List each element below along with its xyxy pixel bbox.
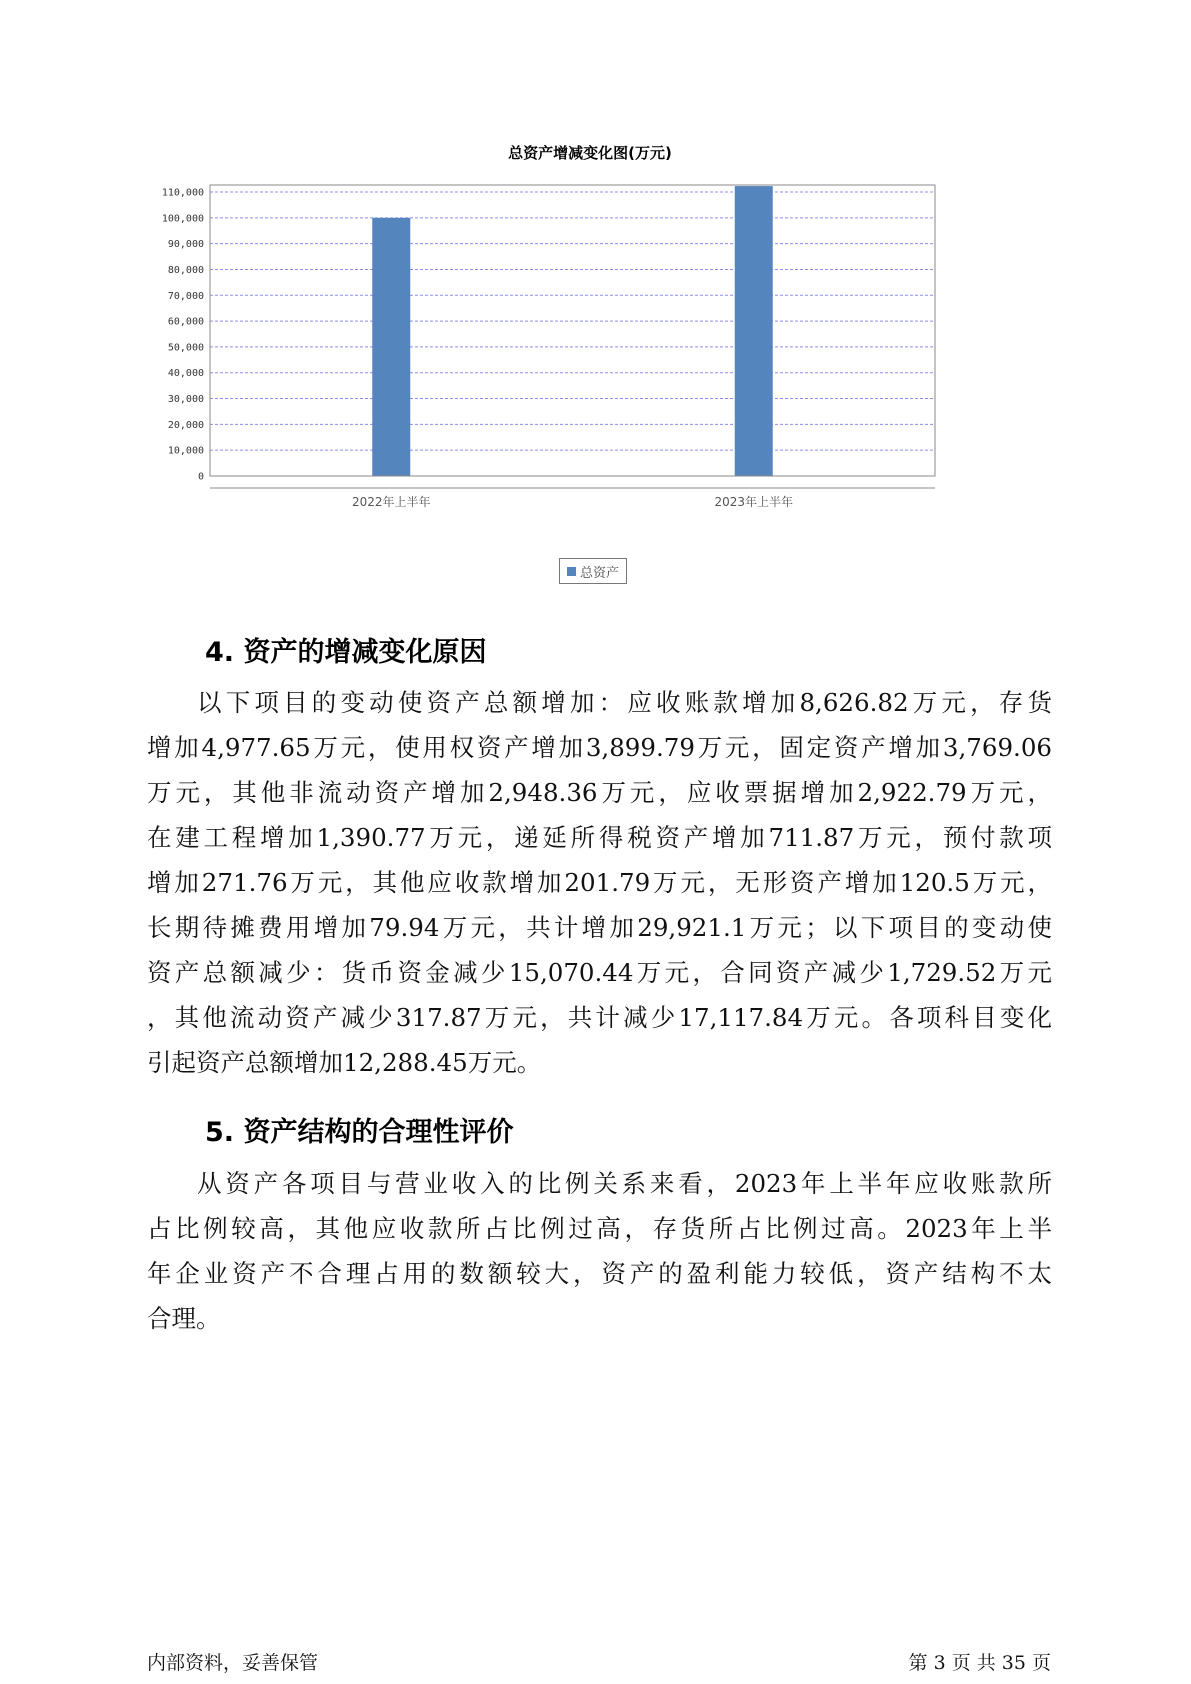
paragraph-line: 在建工程增加1,390.77万元，递延所得税资产增加711.87万元，预付款项 <box>147 823 1052 852</box>
paragraph-line: 引起资产总额增加12,288.45万元。 <box>147 1048 542 1077</box>
chart-legend <box>559 558 627 584</box>
paragraph-line: 资产总额减少：货币资金减少15,070.44万元，合同资产减少1,729.52万元 <box>147 958 1052 987</box>
paragraph-line: 占比例较高，其他应收款所占比例过高，存货所占比例过高。2023年上半 <box>147 1214 1052 1243</box>
x-tick-label: 2022年上半年 <box>351 495 431 509</box>
y-tick-label: 60,000 <box>167 316 204 328</box>
chart-y-ticks <box>162 188 204 483</box>
footer-confidential-note: 内部资料，妥善保管 <box>147 1652 319 1674</box>
y-tick-label: 110,000 <box>161 187 204 199</box>
y-tick-label: 30,000 <box>167 394 204 406</box>
chart-title: 总资产增减变化图(万元) <box>508 144 672 162</box>
y-tick-label: 70,000 <box>167 290 204 302</box>
paragraph-line: 合理。 <box>147 1304 221 1333</box>
chart-gridlines <box>210 192 935 450</box>
paragraph-line: 增加4,977.65万元，使用权资产增加3,899.79万元，固定资产增加3,769.06 <box>147 733 1052 762</box>
chart-plot <box>150 130 1030 600</box>
legend-label: 总资产 <box>580 565 620 581</box>
paragraph-line: ，其他流动资产减少317.87万元，共计减少17,117.84万元。各项科目变化 <box>147 1003 1052 1032</box>
y-tick-label: 40,000 <box>167 368 204 380</box>
x-tick-label: 2023年上半年 <box>714 495 794 509</box>
paragraph-line: 从资产各项目与营业收入的比例关系来看，2023年上半年应收账款所 <box>197 1169 1052 1198</box>
paragraph-line: 以下项目的变动使资产总额增加：应收账款增加8,626.82万元，存货 <box>197 688 1052 717</box>
chart-axes <box>210 185 935 488</box>
paragraph-line: 增加271.76万元，其他应收款增加201.79万元，无形资产增加120.5万元， <box>147 868 1052 897</box>
y-tick-label: 100,000 <box>161 213 204 225</box>
bar <box>372 218 410 476</box>
section-4-paragraph <box>147 680 1052 1085</box>
chart-bars <box>372 186 773 476</box>
chart-x-ticks <box>352 494 793 509</box>
bar <box>735 186 773 476</box>
y-tick-label: 0 <box>197 471 204 483</box>
y-tick-label: 10,000 <box>167 445 204 457</box>
paragraph-line: 长期待摊费用增加79.94万元，共计增加29,921.1万元；以下项目的变动使 <box>147 913 1052 942</box>
footer-page-number: 第 3 页 共 35 页 <box>908 1652 1051 1674</box>
paragraph-line: 万元，其他非流动资产增加2,948.36万元，应收票据增加2,922.79万元， <box>147 778 1052 807</box>
y-tick-label: 50,000 <box>167 342 204 354</box>
y-tick-label: 20,000 <box>167 419 204 431</box>
total-assets-chart <box>150 130 1030 600</box>
section-5-paragraph <box>147 1161 1052 1341</box>
plot-frame <box>210 185 935 476</box>
legend-swatch <box>567 567 576 576</box>
section-5-heading: 5. 资产结构的合理性评价 <box>205 1117 514 1148</box>
y-tick-label: 90,000 <box>167 239 204 251</box>
y-tick-label: 80,000 <box>167 264 204 276</box>
paragraph-line: 年企业资产不合理占用的数额较大，资产的盈利能力较低，资产结构不太 <box>147 1259 1052 1288</box>
section-4-heading: 4. 资产的增减变化原因 <box>205 637 487 668</box>
